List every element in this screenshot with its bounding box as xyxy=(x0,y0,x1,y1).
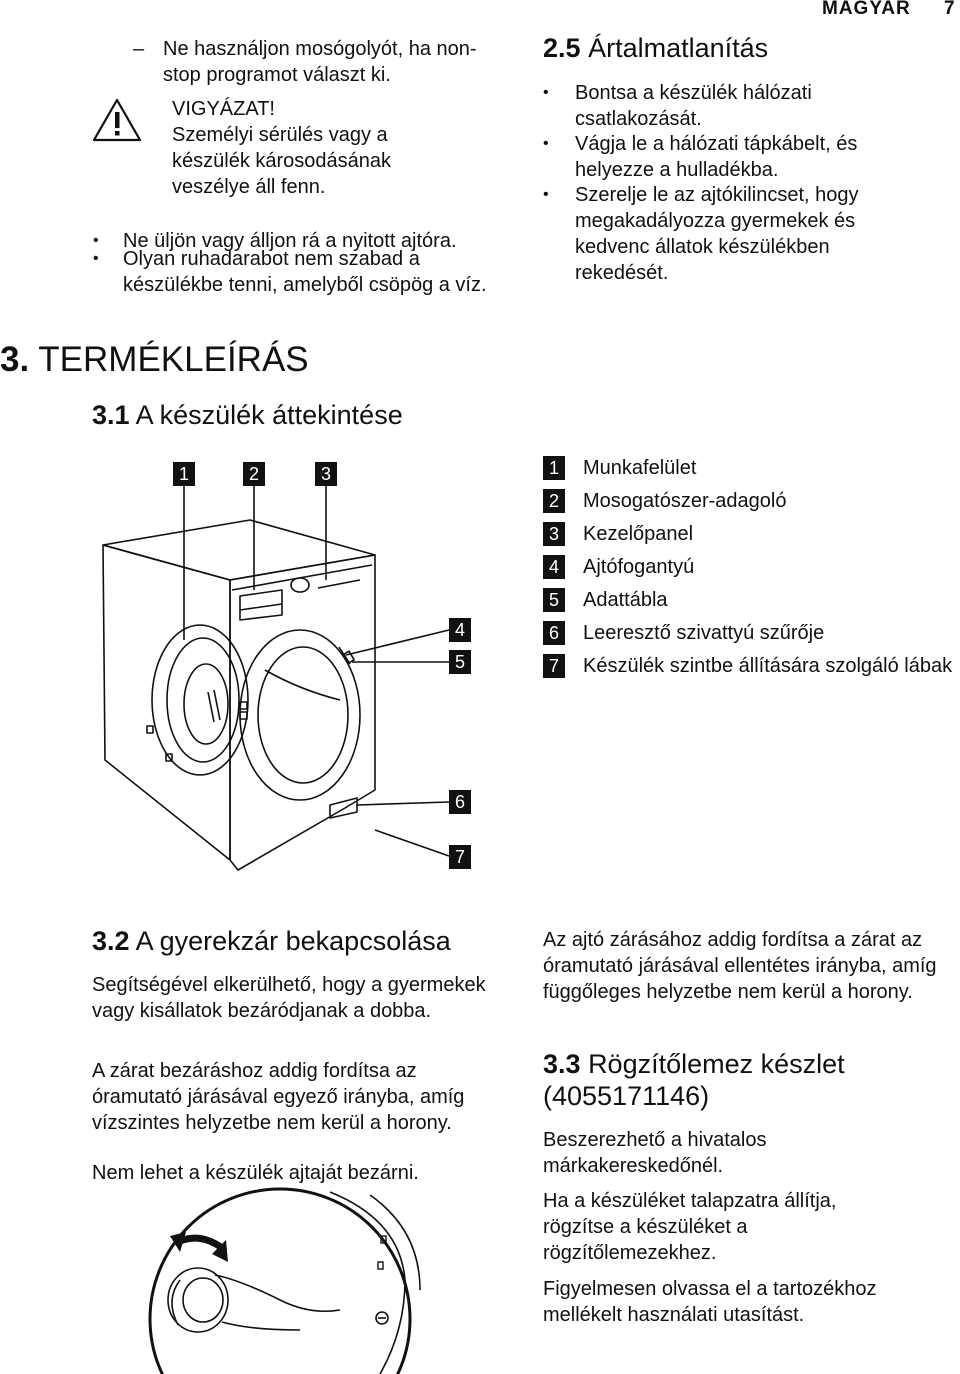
section-3-2-para-2: A zárat bezáráshoz addig fordítsa az óramutató járásával egyező irányba, amíg vízszintes helyzetbe nem kerül a horony. xyxy=(92,1060,465,1134)
callout-5: 5 xyxy=(449,650,471,674)
bullet-item: • Bontsa a készülék hálózati csatlakozását. xyxy=(543,82,812,130)
section-3-3-para-3: Figyelmesen olvassa el a tartozékhoz mellékelt használati utasítást. xyxy=(543,1278,877,1326)
section-3-3-para-1: Beszerezhető a hivatalos márkakereskedőnél. xyxy=(543,1129,767,1177)
section-3-2-para-1: Segítségével elkerülhető, hogy a gyermekek vagy kisállatok bezáródjanak a dobba. xyxy=(92,974,486,1022)
section-3-2-heading: 3.2 A gyerekzár bekapcsolása xyxy=(92,926,451,956)
legend-label: Mosogatószer-adagoló xyxy=(583,490,787,512)
language-label: MAGYAR xyxy=(822,0,911,19)
callout-2: 2 xyxy=(243,462,265,486)
legend-num: 3 xyxy=(543,522,565,546)
warning-title: VIGYÁZAT! xyxy=(172,98,275,120)
page-number: 7 xyxy=(944,0,955,19)
legend-num: 4 xyxy=(543,555,565,579)
legend-label: Adattábla xyxy=(583,589,668,611)
warning-text: Személyi sérülés vagy a készülék károsodásának veszélye áll fenn. xyxy=(172,124,392,198)
section-3-3-para-2: Ha a készüléket talapzatra állítja, rögzítse a készüléket a rögzítőlemezekhez. xyxy=(543,1190,837,1264)
legend-label: Kezelőpanel xyxy=(583,523,694,545)
section-3-2-para-3: Nem lehet a készülék ajtaját bezárni. xyxy=(92,1162,419,1184)
legend-num: 6 xyxy=(543,621,565,645)
section-3-3-heading: 3.3 Rögzítőlemez készlet (4055171146) xyxy=(543,1049,845,1111)
callout-1: 1 xyxy=(173,462,195,486)
chapter-3-heading: 3. TERMÉKLEÍRÁS xyxy=(0,340,309,379)
bullet-item: • Olyan ruhadarabot nem szabad a készülékbe tenni, amelyből csöpög a víz. xyxy=(93,248,487,296)
legend-label: Ajtófogantyú xyxy=(583,556,695,578)
section-3-2-para-4: Az ajtó zárásához addig fordítsa a zárat az óramutató járásával ellentétes irányba, amíg függőleges helyzetbe nem kerül a horony. xyxy=(543,929,937,1003)
legend-num: 2 xyxy=(543,489,565,513)
bullet-item: • Vágja le a hálózati tápkábelt, és helyezze a hulladékba. xyxy=(543,133,858,181)
bullet-item: • Ne üljön vagy álljon rá a nyitott ajtóra. xyxy=(93,230,457,252)
callout-3: 3 xyxy=(315,462,337,486)
callout-6: 6 xyxy=(449,790,471,814)
legend-label: Munkafelület xyxy=(583,457,697,479)
section-2-5-heading: 2.5 Ártalmatlanítás xyxy=(543,33,769,63)
dash-item: – Ne használjon mosógolyót, ha non-stop programot választ ki. xyxy=(133,36,503,88)
legend-label: Készülék szintbe állítására szolgáló lábak xyxy=(583,655,953,677)
legend-num: 1 xyxy=(543,456,565,480)
legend-label: Leeresztő szivattyú szűrője xyxy=(583,622,825,644)
callout-7: 7 xyxy=(449,845,471,869)
dash-item-text: Ne használjon mosógolyót, ha non-stop programot választ ki. xyxy=(163,38,477,86)
section-3-1-heading: 3.1 A készülék áttekintése xyxy=(92,400,403,430)
legend-num: 5 xyxy=(543,588,565,612)
bullet-item: • Szerelje le az ajtókilincset, hogy megakadályozza gyermekek és kedvenc állatok készülékben rekedését. xyxy=(543,184,859,284)
legend-num: 7 xyxy=(543,654,565,678)
callout-4: 4 xyxy=(449,618,471,642)
